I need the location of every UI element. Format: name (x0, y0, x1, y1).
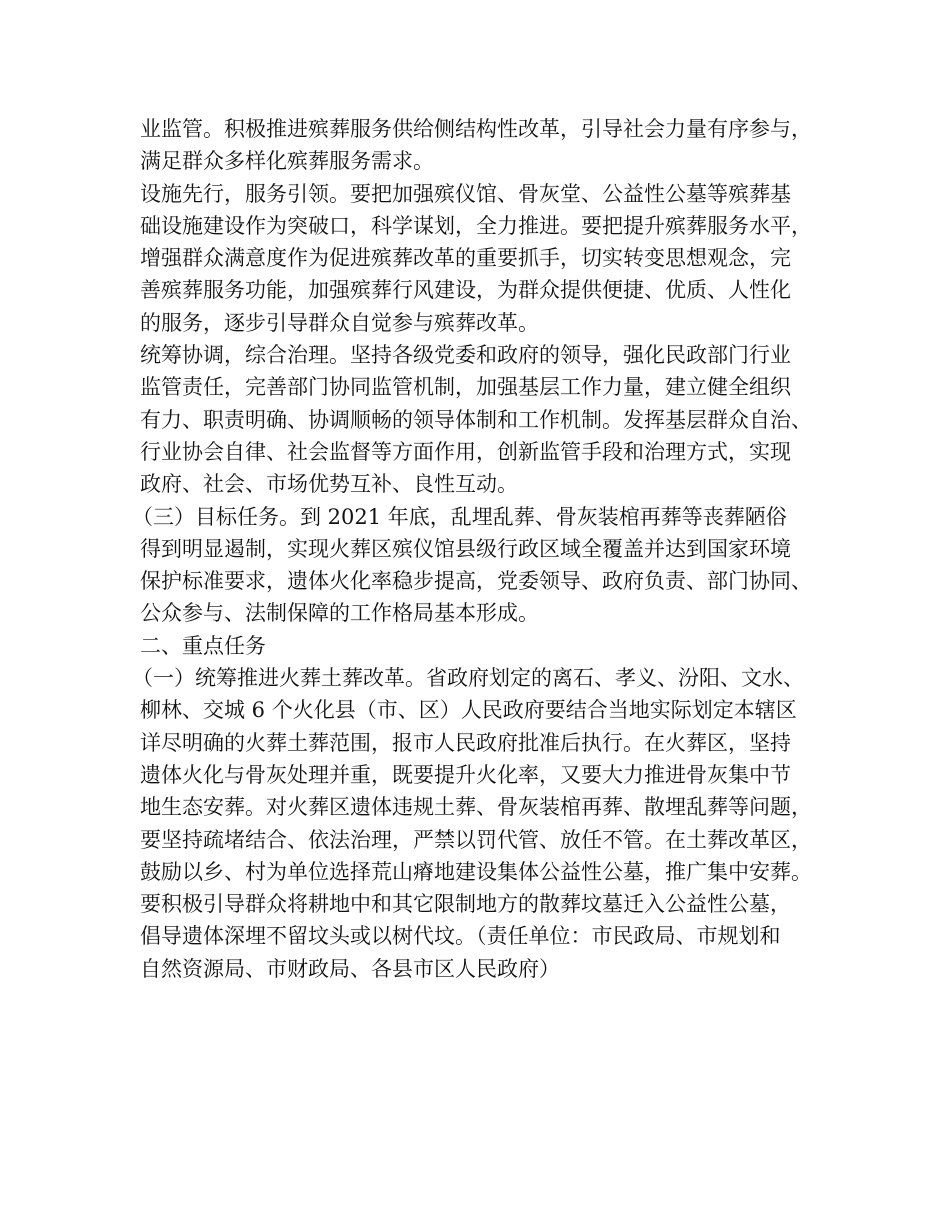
text-line: 公众参与、法制保障的工作格局基本形成。 (140, 601, 539, 626)
text-line: 设施先行，服务引领。要把加强殡仪馆、骨灰堂、公益性公墓等殡葬基 (140, 181, 791, 206)
text-line: 业监管。积极推进殡葬服务供给侧结构性改革，引导社会力量有序参与， (140, 117, 812, 141)
text-line: 倡导遗体深埋不留坟头或以树代坟。（责任单位：市民政局、市规划和 (140, 924, 781, 949)
text-line: 增强群众满意度作为促进殡葬改革的重要抓手，切实转变思想观念，完 (140, 246, 791, 271)
text-line: 要积极引导群众将耕地中和其它限制地方的散葬坟墓迁入公益性公墓， (140, 892, 791, 917)
text-line: 行业协会自律、社会监督等方面作用，创新监管手段和治理方式，实现 (140, 439, 791, 464)
text-line: 鼓励以乡、村为单位选择荒山瘠地建设集体公益性公墓，推广集中安葬。 (140, 859, 812, 884)
text-line: 自然资源局、市财政局、各县市区人民政府） (140, 956, 560, 981)
text-line: 政府、社会、市场优势互补、良性互动。 (140, 472, 518, 497)
text-line: 的服务，逐步引导群众自觉参与殡葬改革。 (140, 310, 539, 335)
text-line: 地生态安葬。对火葬区遗体违规土葬、骨灰装棺再葬、散埋乱葬等问题， (140, 795, 812, 820)
text-line: 善殡葬服务功能，加强殡葬行风建设，为群众提供便捷、优质、人性化 (140, 278, 791, 303)
text-line: 监管责任，完善部门协同监管机制，加强基层工作力量，建立健全组织 (140, 375, 791, 400)
document-body (132, 113, 840, 985)
text-line: 有力、职责明确、协调顺畅的领导体制和工作机制。发挥基层群众自治、 (140, 407, 812, 432)
section-heading-burial-reform: （一）统筹推进火葬土葬改革。省政府划定的离石、孝义、汾阳、文水、 (132, 666, 804, 691)
section-heading-key-tasks: 二、重点任务 (140, 633, 266, 658)
text-line: 得到明显遏制，实现火葬区殡仪馆县级行政区域全覆盖并达到国家环境 (140, 536, 791, 561)
text-line: 遗体火化与骨灰处理并重，既要提升火化率，又要大力推进骨灰集中节 (140, 762, 791, 787)
text-line: 础设施建设作为突破口，科学谋划，全力推进。要把提升殡葬服务水平， (140, 213, 812, 238)
text-line: 要坚持疏堵结合、依法治理，严禁以罚代管、放任不管。在土葬改革区， (140, 827, 812, 852)
text-line: 满足群众多样化殡葬服务需求。 (140, 149, 434, 174)
text-line: 统筹协调，综合治理。坚持各级党委和政府的领导，强化民政部门行业 (140, 343, 791, 368)
text-line: 柳林、交城 6 个火化县（市、区）人民政府要结合当地实际划定本辖区 (140, 698, 797, 723)
text-line: 详尽明确的火葬土葬范围，报市人民政府批准后执行。在火葬区，坚持 (140, 730, 791, 755)
text-line: 保护标准要求，遗体火化率稳步提高，党委领导、政府负责、部门协同、 (140, 569, 812, 594)
section-heading-objectives: （三）目标任务。到 2021 年底，乱埋乱葬、骨灰装棺再葬等丧葬陋俗 (132, 504, 787, 529)
